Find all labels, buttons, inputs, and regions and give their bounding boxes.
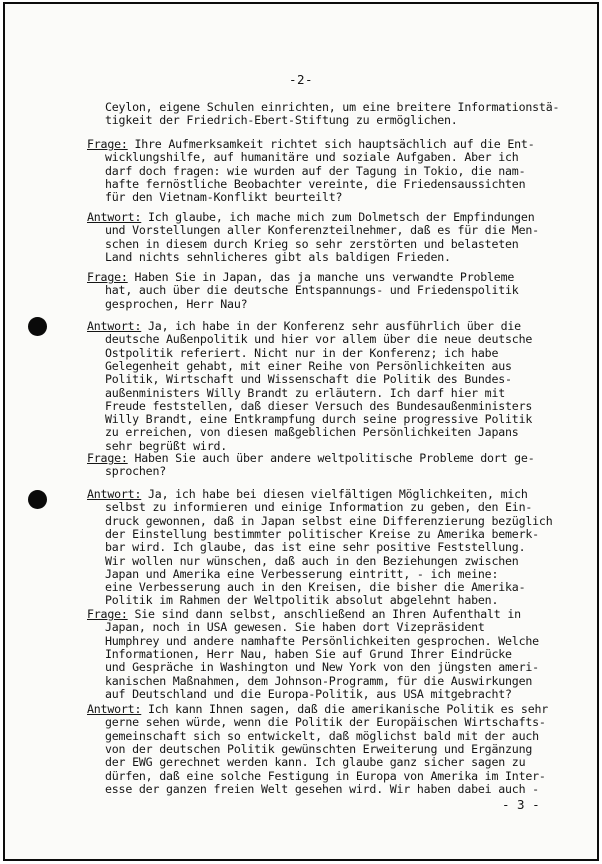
speaker-line [87, 271, 514, 284]
paragraph-line: auf Deutschland und die Europa-Politik, aus USA mitgebracht? [105, 686, 512, 701]
paragraph-line: gesprochen, Herr Nau? [105, 296, 248, 311]
next-page-marker: - 3 - [502, 797, 540, 812]
paragraph-line: hafte fernöstliche Beobachter vereinte, die Friedensaussichten [105, 176, 526, 191]
paragraph-line: Ceylon, eigene Schulen einrichten, um eine breitere Informationstä- [105, 100, 560, 114]
paragraph-line: tigkeit der Friedrich-Ebert-Stiftung zu ermöglichen. [105, 113, 458, 128]
speaker-label: Antwort: [87, 210, 142, 224]
paragraph-line: Japan, noch in USA gewesen. Sie haben dort Vizepräsident [105, 620, 485, 635]
speaker-line [87, 488, 528, 501]
paragraph-line: wicklungshilfe, auf humanitäre und soziale Aufgaben. Aber ich [105, 150, 519, 165]
paragraph-line: sehr begrüßt wird. [105, 438, 228, 453]
paragraph-line: hat, auch über die deutsche Entspannungs- und Friedenspolitik [105, 283, 519, 298]
speaker-line [87, 138, 535, 151]
speaker-line [87, 320, 521, 333]
paragraph-line: dürfen, daß eine solche Festigung in Europa von Amerika im Inter- [105, 768, 546, 783]
paragraph-line: außenministers Willy Brandt zu erläutern. Ich darf hier mit [105, 385, 506, 400]
speaker-line [87, 452, 535, 465]
paragraph-line: selbst zu informieren und einige Information zu geben, den Ein- [105, 500, 533, 515]
paragraph-line: esse der ganzen freien Welt gesehen wird. Wir haben dabei auch - [105, 781, 539, 796]
paragraph-line: kanischen Maßnahmen, dem Johnson-Programm, für die Auswirkungen [105, 673, 533, 688]
paragraph-line: der Einstellung bestimmter politischer Kreise zu Amerika bemerk- [105, 526, 539, 541]
paragraph-line: darf doch fragen: wie wurden auf der Tagung in Tokio, die nam- [105, 163, 526, 178]
paragraph-line: und Gespräche in Washington und New York von den jüngsten ameri- [105, 660, 539, 675]
paragraph-line: Politik im Rahmen der Weltpolitik absolut abgelehnt haben. [105, 593, 499, 608]
paragraph-text: Ja, ich habe bei diesen vielfältigen Möglichkeiten, mich [141, 487, 528, 501]
paragraph-text: Ich kann Ihnen sagen, daß die amerikanische Politik es sehr [141, 702, 549, 716]
paragraph-text: Ja, ich habe in der Konferenz sehr ausführlich über die [141, 319, 521, 333]
paragraph-line: Land nichts sehnlicheres gibt als baldigen Frieden. [105, 249, 451, 264]
paragraph-line: zu erreichen, von diesen maßgeblichen Persönlichkeiten Japans [105, 425, 519, 440]
punch-hole-top [28, 317, 47, 336]
speaker-line [87, 211, 535, 224]
paragraph-text: Ihre Aufmerksamkeit richtet sich hauptsächlich auf die Ent- [127, 137, 535, 151]
paragraph-text: Haben Sie auch über andere weltpolitische Probleme dort ge- [127, 451, 535, 465]
paragraph-text: Sie sind dann selbst, anschließend an Ihren Aufenthalt in [127, 607, 521, 621]
paragraph-line: Ostpolitik referiert. Nicht nur in der Konferenz; ich habe [105, 345, 499, 360]
paragraph-line: Wir wollen nur wünschen, daß auch in den Beziehungen zwischen [105, 553, 519, 568]
speaker-label: Frage: [87, 451, 128, 465]
paragraph-text: Ich glaube, ich mache mich zum Dolmetsch der Empfindungen [141, 210, 535, 224]
paragraph-line: eine Verbesserung auch in den Kreisen, die bisher die Amerika- [105, 580, 526, 595]
paragraph-line: und Vorstellungen aller Konferenzteilnehmer, daß es für die Men- [105, 223, 539, 238]
speaker-label: Antwort: [87, 319, 142, 333]
paragraph-line: bar wird. Ich glaube, das ist eine sehr positive Feststellung. [105, 540, 526, 555]
paragraph-line: Politik, Wirtschaft und Wissenschaft die Politik des Bundes- [105, 372, 512, 387]
speaker-line [87, 608, 521, 621]
punch-hole-bottom [28, 490, 47, 509]
paragraph-line: druck gewonnen, daß in Japan selbst eine Differenzierung bezüglich [105, 513, 553, 528]
paragraph-line: für den Vietnam-Konflikt beurteilt? [105, 190, 343, 205]
paragraph-line: schen in diesem durch Krieg so sehr zerstörten und belasteten [105, 236, 519, 251]
paragraph-line: der EWG gerechnet werden kann. Ich glaube ganz sicher sagen zu [105, 755, 526, 770]
paragraph-line: Japan und Amerika eine Verbesserung eintritt, - ich meine: [105, 566, 499, 581]
speaker-label: Frage: [87, 607, 128, 621]
paragraph-text: Haben Sie in Japan, das ja manche uns verwandte Probleme [127, 270, 515, 284]
speaker-label: Frage: [87, 137, 128, 151]
paragraph-line: Informationen, Herr Nau, haben Sie auf Grund Ihrer Eindrücke [105, 646, 512, 661]
paragraph-line: Gelegenheit gehabt, mit einer Reihe von Persönlichkeiten aus [105, 358, 512, 373]
paragraph-line: Freude feststellen, daß dieser Versuch des Bundesaußenministers [105, 398, 533, 413]
speaker-label: Frage: [87, 270, 128, 284]
paragraph-line: von der deutschen Politik gewünschten Erweiterung und Ergänzung [105, 741, 533, 756]
paragraph-line: gerne sehen würde, wenn die Politik der Europäischen Wirtschafts- [105, 715, 546, 730]
speaker-line [87, 703, 548, 716]
speaker-label: Antwort: [87, 702, 142, 716]
paragraph-line: Willy Brandt, eine Entkrampfung durch seine progressive Politik [105, 412, 533, 427]
paragraph-line: Humphrey und andere namhafte Persönlichkeiten gesprochen. Welche [105, 633, 539, 648]
speaker-label: Antwort: [87, 487, 142, 501]
page-number: -2- [288, 72, 314, 87]
paragraph-line: deutsche Außenpolitik und hier vor allem über die neue deutsche [105, 332, 533, 347]
paragraph-line: sprochen? [105, 464, 167, 479]
paragraph-line: gemeinschaft sich so entwickelt, daß möglichst bald mit der auch [105, 728, 539, 743]
